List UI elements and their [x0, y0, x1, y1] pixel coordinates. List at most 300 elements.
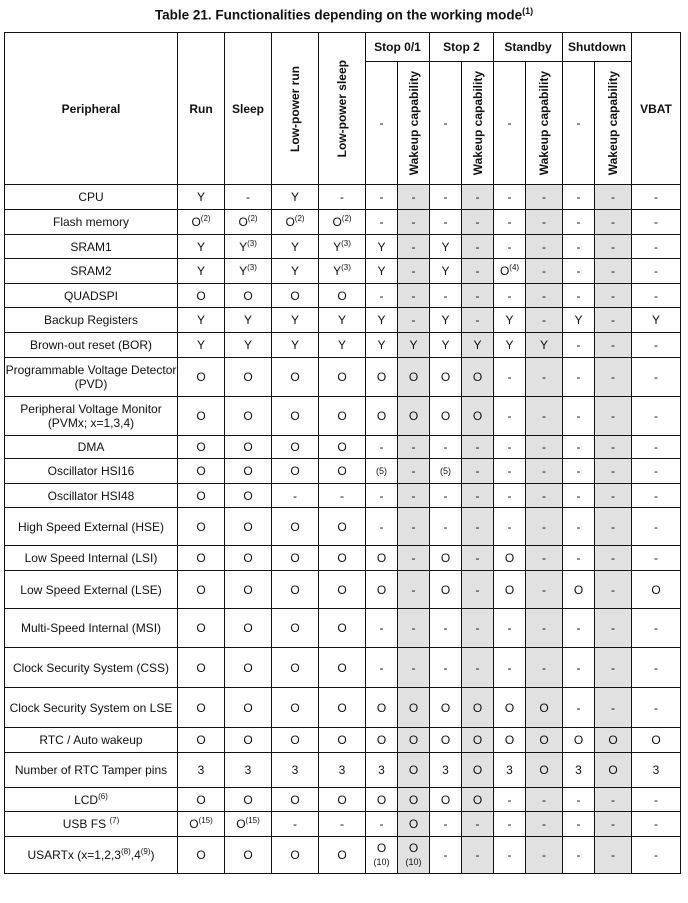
mode-cell: -: [494, 648, 526, 688]
mode-cell: -: [462, 546, 494, 571]
mode-cell: -: [494, 358, 526, 397]
mode-cell: O: [430, 788, 462, 812]
mode-cell: Y: [272, 185, 319, 210]
mode-cell: -: [632, 185, 681, 210]
mode-cell: -: [563, 812, 595, 837]
mode-cell: -: [494, 397, 526, 436]
header-shutdown-mode: -: [563, 62, 595, 185]
mode-cell: $Y^{(3)}$: [225, 235, 272, 259]
mode-cell: -: [366, 609, 398, 648]
mode-cell: 3: [632, 753, 681, 788]
mode-cell: -: [398, 648, 430, 688]
mode-cell: -: [430, 609, 462, 648]
mode-cell: -: [526, 259, 563, 284]
peripheral-name: Clock Security System (CSS): [5, 648, 178, 688]
peripheral-name: Oscillator HSI16: [5, 459, 178, 484]
header-stop01-mode: -: [366, 62, 398, 185]
mode-cell: -: [526, 284, 563, 308]
mode-cell: -: [632, 333, 681, 358]
mode-cell: -: [595, 210, 632, 235]
mode-cell: -: [526, 358, 563, 397]
mode-cell: O: [398, 358, 430, 397]
mode-cell: O: [319, 837, 366, 874]
mode-cell: -: [563, 837, 595, 874]
mode-cell: O: [225, 788, 272, 812]
mode-cell: -: [494, 459, 526, 484]
mode-cell: -: [430, 436, 462, 459]
mode-cell: Y: [178, 185, 225, 210]
mode-cell: 3: [366, 753, 398, 788]
mode-cell: -: [526, 571, 563, 609]
peripheral-name: Brown-out reset (BOR): [5, 333, 178, 358]
mode-cell: O: [494, 688, 526, 728]
mode-cell: Y: [494, 308, 526, 333]
mode-cell: -: [595, 397, 632, 436]
table-row: [5, 788, 681, 812]
mode-cell: -: [272, 484, 319, 508]
mode-cell: O: [225, 728, 272, 753]
mode-cell: O: [319, 648, 366, 688]
table-row: [5, 728, 681, 753]
mode-cell: -: [319, 812, 366, 837]
header-low-power-run: Low-power run: [272, 33, 319, 185]
table-row: [5, 812, 681, 837]
peripheral-name: RTC / Auto wakeup: [5, 728, 178, 753]
mode-cell: $O^{(2)}$: [225, 210, 272, 235]
peripheral-name: DMA: [5, 436, 178, 459]
peripheral-name: SRAM2: [5, 259, 178, 284]
mode-cell: Y: [430, 333, 462, 358]
table-row: [5, 546, 681, 571]
mode-cell: -: [366, 648, 398, 688]
mode-cell: Y: [563, 308, 595, 333]
mode-cell: -: [595, 648, 632, 688]
mode-cell: O: [319, 728, 366, 753]
mode-cell: -: [595, 284, 632, 308]
mode-cell: 3: [319, 753, 366, 788]
mode-cell: -: [462, 308, 494, 333]
mode-cell: $O^{(4)}$: [494, 259, 526, 284]
mode-cell: -: [632, 358, 681, 397]
mode-cell: O: [225, 508, 272, 546]
mode-cell: -: [632, 812, 681, 837]
mode-cell: O: [225, 837, 272, 874]
peripheral-name: Multi-Speed Internal (MSI): [5, 609, 178, 648]
mode-cell: Y: [398, 333, 430, 358]
mode-cell: -: [398, 210, 430, 235]
table-row: [5, 185, 681, 210]
mode-cell: O: [272, 788, 319, 812]
mode-cell: -: [462, 210, 494, 235]
mode-cell: -: [225, 185, 272, 210]
mode-cell: -: [595, 609, 632, 648]
mode-cell: -: [526, 459, 563, 484]
header-sleep: Sleep: [225, 33, 272, 185]
mode-cell: O: [398, 688, 430, 728]
mode-cell: -: [366, 484, 398, 508]
mode-cell: O (10): [398, 837, 430, 874]
mode-cell: O: [462, 688, 494, 728]
mode-cell: -: [494, 837, 526, 874]
mode-cell: -: [398, 508, 430, 546]
mode-cell: -: [462, 484, 494, 508]
mode-cell: -: [430, 812, 462, 837]
mode-cell: -: [595, 571, 632, 609]
mode-cell: -: [563, 688, 595, 728]
header-standby-wakeup: Wakeup capability: [526, 62, 563, 185]
mode-cell: O: [225, 688, 272, 728]
mode-cell: Y: [366, 333, 398, 358]
mode-cell: -: [563, 459, 595, 484]
mode-cell: -: [563, 436, 595, 459]
mode-cell: 3: [494, 753, 526, 788]
mode-cell: -: [563, 284, 595, 308]
peripheral-name: SRAM1: [5, 235, 178, 259]
mode-cell: O: [178, 788, 225, 812]
mode-cell: O: [462, 358, 494, 397]
mode-cell: $O^{(2)}$: [178, 210, 225, 235]
header-stop2-wakeup: Wakeup capability: [462, 62, 494, 185]
header-standby: Standby: [494, 33, 563, 62]
mode-cell: Y: [319, 333, 366, 358]
mode-cell: O: [178, 397, 225, 436]
mode-cell: O: [319, 284, 366, 308]
mode-cell: Y: [178, 333, 225, 358]
mode-cell: -: [595, 308, 632, 333]
mode-cell: -: [462, 284, 494, 308]
header-vbat: VBAT: [632, 33, 681, 185]
mode-cell: -: [595, 837, 632, 874]
mode-cell: -: [526, 210, 563, 235]
mode-cell: -: [632, 788, 681, 812]
mode-cell: O: [225, 436, 272, 459]
mode-cell: -: [595, 459, 632, 484]
header-stop2-mode: -: [430, 62, 462, 185]
mode-cell: O: [272, 397, 319, 436]
table-body: [5, 185, 681, 874]
mode-cell: -: [462, 235, 494, 259]
mode-cell: -: [632, 459, 681, 484]
mode-cell: -: [462, 259, 494, 284]
mode-cell: O: [178, 837, 225, 874]
mode-cell: O: [225, 397, 272, 436]
mode-cell: O: [319, 609, 366, 648]
mode-cell: Y: [366, 308, 398, 333]
mode-cell: Y: [526, 333, 563, 358]
mode-cell: O: [225, 484, 272, 508]
mode-cell: O: [272, 728, 319, 753]
mode-cell: -: [366, 436, 398, 459]
mode-cell: O: [272, 648, 319, 688]
mode-cell: -: [526, 609, 563, 648]
mode-cell: O: [494, 571, 526, 609]
mode-cell: $Y^{(3)}$: [319, 259, 366, 284]
mode-cell: -: [526, 648, 563, 688]
header-standby-mode: -: [494, 62, 526, 185]
table-row: [5, 333, 681, 358]
mode-cell: O: [462, 728, 494, 753]
mode-cell: -: [526, 484, 563, 508]
mode-cell: Y: [430, 259, 462, 284]
mode-cell: O: [526, 688, 563, 728]
mode-cell: Y: [462, 333, 494, 358]
mode-cell: -: [494, 484, 526, 508]
mode-cell: -: [595, 788, 632, 812]
mode-cell: -: [462, 185, 494, 210]
peripheral-name: High Speed External (HSE): [5, 508, 178, 546]
peripheral-name: Flash memory: [5, 210, 178, 235]
mode-cell: $Y^{(3)}$: [319, 235, 366, 259]
mode-cell: -: [632, 688, 681, 728]
mode-cell: $O^{(2)}$: [319, 210, 366, 235]
mode-cell: -: [494, 609, 526, 648]
peripheral-name: CPU: [5, 185, 178, 210]
mode-cell: -: [494, 210, 526, 235]
mode-cell: Y: [366, 235, 398, 259]
mode-cell: O: [272, 688, 319, 728]
mode-cell: O: [272, 284, 319, 308]
mode-cell: -: [526, 812, 563, 837]
functionalities-table: [4, 32, 681, 874]
mode-cell: O: [430, 546, 462, 571]
mode-cell: -: [632, 546, 681, 571]
mode-cell: 3: [225, 753, 272, 788]
table-row: [5, 688, 681, 728]
mode-cell: O: [225, 284, 272, 308]
mode-cell: -: [563, 358, 595, 397]
mode-cell: -: [563, 333, 595, 358]
table-row: [5, 609, 681, 648]
mode-cell: O: [178, 546, 225, 571]
mode-cell: -: [430, 284, 462, 308]
mode-cell: O: [272, 571, 319, 609]
mode-cell: O: [178, 284, 225, 308]
mode-cell: O: [632, 571, 681, 609]
mode-cell: 3: [430, 753, 462, 788]
table-row: [5, 571, 681, 609]
mode-cell: -: [526, 235, 563, 259]
header-run: Run: [178, 33, 225, 185]
mode-cell: O (10): [366, 837, 398, 874]
mode-cell: -: [632, 648, 681, 688]
mode-cell: Y: [272, 308, 319, 333]
mode-cell: -: [272, 812, 319, 837]
mode-cell: -: [366, 210, 398, 235]
peripheral-name: Programmable Voltage Detector (PVD): [5, 358, 178, 397]
peripheral-name: Number of RTC Tamper pins: [5, 753, 178, 788]
table-row: [5, 648, 681, 688]
mode-cell: O: [366, 397, 398, 436]
mode-cell: O: [225, 571, 272, 609]
header-stop01-wakeup: Wakeup capability: [398, 62, 430, 185]
table-row: [5, 308, 681, 333]
mode-cell: -: [595, 436, 632, 459]
mode-cell: -: [398, 459, 430, 484]
mode-cell: O: [366, 688, 398, 728]
mode-cell: -: [632, 284, 681, 308]
mode-cell: O: [563, 728, 595, 753]
mode-cell: -: [526, 508, 563, 546]
mode-cell: -: [595, 484, 632, 508]
mode-cell: O: [178, 688, 225, 728]
mode-cell: -: [398, 259, 430, 284]
table-row: [5, 259, 681, 284]
mode-cell: -: [366, 508, 398, 546]
mode-cell: -: [398, 235, 430, 259]
mode-cell: O: [225, 459, 272, 484]
mode-cell: O: [398, 812, 430, 837]
mode-cell: -: [366, 185, 398, 210]
mode-cell: -: [632, 235, 681, 259]
mode-cell: -: [526, 436, 563, 459]
mode-cell: O: [366, 571, 398, 609]
mode-cell: -: [632, 397, 681, 436]
mode-cell: -: [563, 508, 595, 546]
mode-cell: -: [595, 508, 632, 546]
mode-cell: -: [563, 397, 595, 436]
mode-cell: Y: [178, 235, 225, 259]
mode-cell: -: [430, 508, 462, 546]
mode-cell: O: [462, 788, 494, 812]
mode-cell: -: [462, 571, 494, 609]
mode-cell: -: [563, 609, 595, 648]
mode-cell: -: [398, 609, 430, 648]
mode-cell: O: [366, 728, 398, 753]
table-row: [5, 753, 681, 788]
mode-cell: 3: [178, 753, 225, 788]
mode-cell: -: [398, 185, 430, 210]
mode-cell: -: [462, 459, 494, 484]
mode-cell: O: [272, 609, 319, 648]
mode-cell: Y: [272, 235, 319, 259]
mode-cell: O: [178, 459, 225, 484]
mode-cell: O: [430, 358, 462, 397]
mode-cell: O: [272, 546, 319, 571]
mode-cell: O: [462, 397, 494, 436]
mode-cell: O: [319, 688, 366, 728]
mode-cell: Y: [225, 308, 272, 333]
mode-cell: O: [178, 728, 225, 753]
mode-cell: O: [225, 648, 272, 688]
mode-cell: O: [272, 837, 319, 874]
peripheral-name: Low Speed External (LSE): [5, 571, 178, 609]
table-row: [5, 235, 681, 259]
mode-cell: (5): [430, 459, 462, 484]
mode-cell: O: [272, 459, 319, 484]
mode-cell: O: [366, 358, 398, 397]
mode-cell: -: [563, 546, 595, 571]
mode-cell: O: [398, 788, 430, 812]
mode-cell: -: [494, 235, 526, 259]
mode-cell: O: [225, 358, 272, 397]
mode-cell: O: [526, 753, 563, 788]
mode-cell: -: [398, 546, 430, 571]
mode-cell: $O^{(2)}$: [272, 210, 319, 235]
mode-cell: O: [319, 546, 366, 571]
header-shutdown: Shutdown: [563, 33, 632, 62]
mode-cell: O: [430, 688, 462, 728]
mode-cell: -: [398, 436, 430, 459]
mode-cell: -: [462, 812, 494, 837]
mode-cell: -: [632, 837, 681, 874]
mode-cell: O: [430, 397, 462, 436]
mode-cell: Y: [272, 333, 319, 358]
header-low-power-sleep: Low-power sleep: [319, 33, 366, 185]
mode-cell: O: [595, 728, 632, 753]
mode-cell: -: [398, 284, 430, 308]
header-shutdown-wakeup: Wakeup capability: [595, 62, 632, 185]
table-row: [5, 210, 681, 235]
mode-cell: -: [462, 837, 494, 874]
mode-cell: -: [462, 609, 494, 648]
mode-cell: -: [462, 648, 494, 688]
mode-cell: -: [526, 397, 563, 436]
mode-cell: -: [494, 788, 526, 812]
mode-cell: -: [526, 837, 563, 874]
table-row: [5, 459, 681, 484]
mode-cell: -: [430, 185, 462, 210]
mode-cell: -: [430, 484, 462, 508]
mode-cell: -: [632, 508, 681, 546]
mode-cell: O: [319, 358, 366, 397]
mode-cell: O: [319, 436, 366, 459]
mode-cell: O: [526, 728, 563, 753]
mode-cell: -: [595, 185, 632, 210]
mode-cell: -: [595, 812, 632, 837]
mode-cell: Y: [366, 259, 398, 284]
mode-cell: -: [595, 358, 632, 397]
mode-cell: -: [563, 484, 595, 508]
mode-cell: Y: [178, 308, 225, 333]
mode-cell: O: [398, 728, 430, 753]
mode-cell: O: [178, 358, 225, 397]
mode-cell: O: [272, 358, 319, 397]
mode-cell: -: [563, 788, 595, 812]
mode-cell: -: [595, 688, 632, 728]
mode-cell: O: [398, 397, 430, 436]
mode-cell: O: [366, 546, 398, 571]
mode-cell: $O^{(15)}$: [225, 812, 272, 837]
mode-cell: O: [225, 609, 272, 648]
mode-cell: -: [632, 484, 681, 508]
table-row: [5, 358, 681, 397]
mode-cell: -: [563, 648, 595, 688]
mode-cell: Y: [178, 259, 225, 284]
mode-cell: -: [430, 210, 462, 235]
mode-cell: -: [595, 235, 632, 259]
mode-cell: O: [178, 484, 225, 508]
mode-cell: -: [526, 788, 563, 812]
mode-cell: O: [430, 728, 462, 753]
header-peripheral: Peripheral: [5, 33, 178, 185]
mode-cell: -: [398, 571, 430, 609]
mode-cell: O: [319, 571, 366, 609]
mode-cell: O: [398, 753, 430, 788]
peripheral-name: Backup Registers: [5, 308, 178, 333]
mode-cell: -: [595, 333, 632, 358]
mode-cell: -: [494, 508, 526, 546]
peripheral-name: QUADSPI: [5, 284, 178, 308]
mode-cell: -: [494, 185, 526, 210]
mode-cell: -: [563, 185, 595, 210]
mode-cell: O: [319, 788, 366, 812]
mode-cell: O: [272, 508, 319, 546]
mode-cell: -: [632, 210, 681, 235]
mode-cell: O: [178, 508, 225, 546]
mode-cell: Y: [430, 235, 462, 259]
table-row: [5, 284, 681, 308]
table-row: [5, 484, 681, 508]
